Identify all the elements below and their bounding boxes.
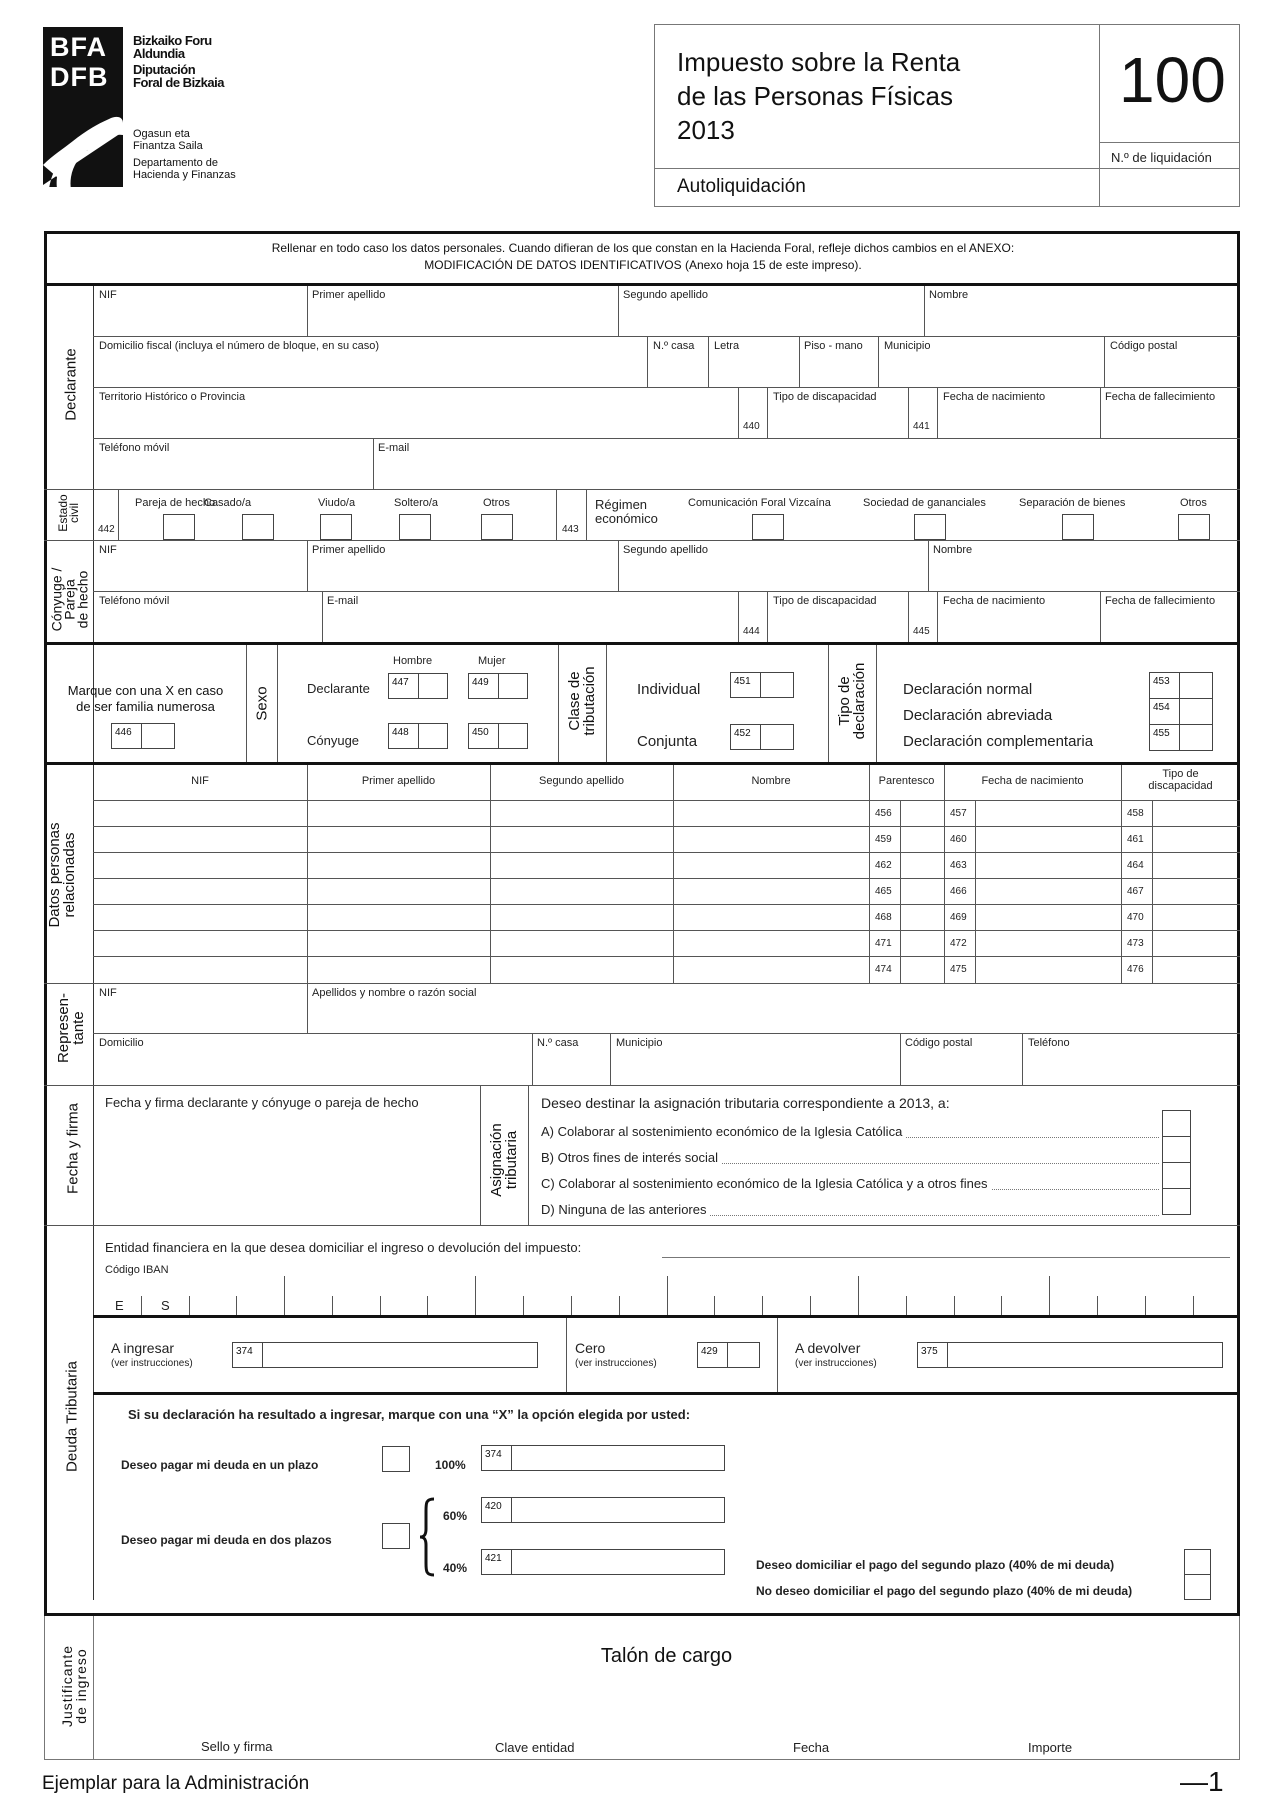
estado-pareja-checkbox[interactable] [163, 514, 195, 540]
iban-country-s: S [161, 1298, 170, 1313]
conyuge-email-label: E-mail [327, 595, 359, 607]
iban-field[interactable] [93, 1276, 1240, 1316]
table-row[interactable]: 456 457 458 [875, 808, 1144, 819]
subtitle: Autoliquidación [677, 176, 806, 197]
declarante-ncasa-label: N.º casa [653, 340, 695, 352]
declarante-piso-field[interactable] [801, 354, 877, 386]
declarante-letra-label: Letra [714, 340, 740, 352]
regimen-otros-label: Otros [1180, 497, 1207, 509]
estado-soltero-label: Soltero/a [394, 497, 439, 509]
conyuge-primer-apellido-field[interactable] [309, 558, 617, 590]
pct-60-label: 60% [443, 1509, 468, 1523]
cero-instr: (ver instrucciones) [575, 1358, 657, 1369]
regimen-otros-checkbox[interactable] [1178, 514, 1210, 540]
asignacion-option-c: C) Colaborar al sostenimiento económico de la Iglesia Católica y a otros fines [541, 1176, 992, 1191]
representante-apellidos-label: Apellidos y nombre o razón social [312, 987, 477, 999]
regimen-label: Régimen económico [595, 497, 658, 526]
declarante-piso-label: Piso - mano [804, 340, 863, 352]
representante-nif-field[interactable] [95, 1001, 306, 1032]
importe-label: Importe [1028, 1740, 1073, 1755]
asignacion-option-b: B) Otros fines de interés social [541, 1150, 722, 1165]
declarante-nombre-field[interactable] [926, 303, 1236, 335]
section-sexo: Sexo [253, 686, 271, 721]
familia-numerosa-text: Marque con una X en caso de ser familia numerosa [67, 683, 224, 714]
a-devolver-375-field[interactable]: 375 [917, 1342, 1223, 1368]
asignacion-option-d: D) Ninguna de las anteriores [541, 1202, 710, 1217]
estado-viudo-label: Viudo/a [318, 497, 356, 509]
code-446: 446 [112, 724, 142, 748]
representante-municipio-field[interactable] [612, 1051, 899, 1084]
declarante-primer-apellido-field[interactable] [309, 303, 617, 335]
firma-signature-area[interactable] [95, 1115, 478, 1223]
estado-otros-label: Otros [483, 497, 510, 509]
declarante-domicilio-field[interactable] [95, 354, 645, 386]
logo-name-es: Diputación Foral de Bizkaia [133, 62, 224, 90]
representante-municipio-label: Municipio [616, 1037, 663, 1049]
a-devolver-instr: (ver instrucciones) [795, 1358, 877, 1369]
declarante-cp-field[interactable] [1106, 354, 1236, 386]
conyuge-fecha-nac-label: Fecha de nacimiento [943, 595, 1046, 607]
talon-title: Talón de cargo [600, 1645, 733, 1667]
mujer-label: Mujer [478, 655, 506, 667]
declarante-letra-field[interactable] [710, 354, 798, 386]
personas-col-primer-apellido: Primer apellido [361, 775, 436, 787]
declarante-cp-label: Código postal [1110, 340, 1178, 352]
un-plazo-374-field[interactable]: 374 [481, 1445, 725, 1471]
conyuge-fecha-fall-field[interactable] [1102, 609, 1236, 641]
familia-numerosa-446-box[interactable] [111, 723, 175, 749]
regimen-comunicacion-checkbox[interactable] [752, 514, 784, 540]
declarante-territorio-field[interactable] [95, 405, 737, 437]
representante-telefono-field[interactable] [1024, 1051, 1236, 1084]
un-plazo-checkbox[interactable] [382, 1446, 410, 1472]
a-devolver-label: A devolver [795, 1340, 861, 1356]
table-row[interactable]: 465 466 467 [875, 886, 1144, 897]
regimen-comunicacion-label: Comunicación Foral Vizcaína [688, 497, 831, 509]
representante-ncasa-label: N.º casa [537, 1037, 579, 1049]
liquidacion-label: N.º de liquidación [1111, 150, 1212, 165]
regimen-separacion-label: Separación de bienes [1019, 497, 1126, 509]
form-header [654, 24, 1240, 207]
decl-complementaria-455[interactable]: 455 [1149, 724, 1213, 751]
no-domiciliar-label: No deseo domiciliar el pago del segundo plazo (40% de mi deuda) [756, 1584, 1133, 1598]
declarante-municipio-field[interactable] [880, 354, 1103, 386]
logo-dept-es: Departamento de Hacienda y Finanzas [133, 157, 236, 181]
un-plazo-label: Deseo pagar mi deuda en un plazo [121, 1458, 319, 1472]
a-ingresar-374-field[interactable]: 374 [232, 1342, 538, 1368]
declarante-email-field[interactable] [375, 456, 1236, 488]
regimen-separacion-checkbox[interactable] [1062, 514, 1094, 540]
asignacion-b-checkbox[interactable] [1162, 1136, 1191, 1163]
fecha-label: Fecha [793, 1740, 830, 1755]
conyuge-primer-apellido-label: Primer apellido [312, 544, 386, 556]
sexo-declarante-label: Declarante [307, 681, 370, 696]
liquidacion-number-field[interactable] [1101, 170, 1238, 205]
conyuge-segundo-apellido-label: Segundo apellido [623, 544, 709, 556]
personas-col-segundo-apellido: Segundo apellido [538, 775, 625, 787]
table-row[interactable]: 459 460 461 [875, 834, 1144, 845]
section-representante: Represen- tante [55, 992, 87, 1064]
sexo-declarante-hombre-447[interactable]: 447 [388, 673, 448, 699]
page-number: —1 [1180, 1766, 1224, 1797]
declarante-telefono-field[interactable] [95, 456, 372, 488]
code-440: 440 [743, 421, 760, 432]
section-justificante: Justificante de ingreso [59, 1644, 89, 1728]
code-441: 441 [913, 421, 930, 432]
dos-plazos-label: Deseo pagar mi deuda en dos plazos [121, 1533, 332, 1547]
declarante-fecha-nac-field[interactable] [939, 405, 1099, 437]
estado-otros-checkbox[interactable] [481, 514, 513, 540]
conyuge-email-field[interactable] [324, 609, 737, 641]
domiciliar-checkbox[interactable] [1184, 1549, 1211, 1575]
logo-name-eu: Bizkaiko Foru Aldundia [133, 33, 212, 61]
domiciliar-label: Deseo domiciliar el pago del segundo plazo (40% de mi deuda) [756, 1558, 1115, 1572]
table-row[interactable]: 474 475 476 [875, 964, 1144, 975]
declarante-primer-apellido-label: Primer apellido [312, 289, 386, 301]
pct-40-label: 40% [443, 1561, 468, 1575]
regimen-gananciales-label: Sociedad de gananciales [863, 497, 986, 509]
cero-429-field[interactable]: 429 [697, 1342, 760, 1368]
model-number: 100 [1119, 44, 1226, 116]
sexo-declarante-mujer-449[interactable]: 449 [468, 673, 528, 699]
declarante-domicilio-label: Domicilio fiscal (incluya el número de bloque, en su caso) [99, 340, 380, 352]
asignacion-title: Deseo destinar la asignación tributaria correspondiente a 2013, a: [541, 1095, 950, 1111]
asignacion-d-checkbox[interactable] [1162, 1188, 1191, 1215]
plazo-40-421-field[interactable]: 421 [481, 1549, 725, 1575]
asignacion-option-a: A) Colaborar al sostenimiento económico de la Iglesia Católica [541, 1124, 906, 1139]
notice-text: Rellenar en todo caso los datos personales. Cuando difieran de los que constan en la Hacienda Foral, refleje dichos cambios en el ANEXO: MODIFICACIÓN DE DATOS IDENTIFICATIVOS (Anexo hoja 15 de este impreso). [271, 241, 1015, 272]
section-fecha-firma: Fecha y firma [64, 1103, 82, 1194]
declarante-segundo-apellido-field[interactable] [620, 303, 923, 335]
personas-col-fecha-nac: Fecha de nacimiento [981, 775, 1084, 787]
declarante-nif-field[interactable] [95, 303, 306, 335]
sexo-conyuge-mujer-450[interactable]: 450 [468, 723, 528, 749]
representante-domicilio-field[interactable] [95, 1051, 531, 1084]
estado-pareja-label: Pareja de hecho [135, 497, 216, 509]
representante-ncasa-field[interactable] [534, 1051, 609, 1084]
declarante-nif-label: NIF [99, 289, 117, 301]
code-444: 444 [743, 626, 760, 637]
declarante-telefono-label: Teléfono móvil [99, 442, 170, 454]
decl-abreviada-label: Declaración abreviada [903, 707, 1053, 724]
declarante-fecha-fall-field[interactable] [1102, 405, 1236, 437]
entidad-label: Entidad financiera en la que desea domiciliar el ingreso o devolución del impuesto: [105, 1240, 582, 1255]
asignacion-c-checkbox[interactable] [1162, 1162, 1191, 1189]
personas-col-nombre: Nombre [751, 775, 791, 787]
iban-label: Código IBAN [105, 1264, 169, 1276]
conyuge-segundo-apellido-field[interactable] [620, 558, 927, 590]
sexo-conyuge-label: Cónyuge [307, 733, 360, 748]
code-443: 443 [562, 524, 579, 535]
estado-casado-checkbox[interactable] [242, 514, 274, 540]
declarante-municipio-label: Municipio [884, 340, 931, 352]
decl-abreviada-454[interactable]: 454 [1149, 698, 1213, 725]
iban-country-e: E [115, 1298, 124, 1313]
personas-col-parentesco: Parentesco [878, 775, 935, 787]
form-title: Impuesto sobre la Renta de las Personas Físicas 2013 [677, 47, 961, 145]
declarante-discapacidad-field[interactable] [769, 405, 907, 437]
section-clase-tributacion: Clase de tributación [566, 666, 598, 736]
personas-col-nif: NIF [191, 775, 209, 787]
section-personas-relacionadas: Datos personas relacionadas [46, 822, 78, 928]
table-row[interactable]: 468 469 470 [875, 912, 1144, 923]
representante-domicilio-label: Domicilio [99, 1037, 144, 1049]
section-tipo-declaracion: Tipo de declaración [836, 662, 868, 740]
section-conyuge: Cónyuge / Pareja de hecho [48, 567, 91, 632]
oak-leaf-icon [43, 105, 123, 215]
no-domiciliar-checkbox[interactable] [1184, 1574, 1211, 1600]
sello-label: Sello y firma [201, 1739, 273, 1754]
estado-viudo-checkbox[interactable] [320, 514, 352, 540]
declarante-ncasa-field[interactable] [649, 354, 707, 386]
conyuge-nif-label: NIF [99, 544, 117, 556]
regimen-gananciales-checkbox[interactable] [914, 514, 946, 540]
section-estado-civil: Estado civil [56, 494, 81, 532]
decl-complementaria-label: Declaración complementaria [903, 733, 1094, 750]
logo-mark [43, 27, 123, 187]
conyuge-fecha-fall-label: Fecha de fallecimiento [1105, 595, 1216, 607]
cero-label: Cero [575, 1340, 606, 1356]
firma-label: Fecha y firma declarante y cónyuge o pareja de hecho [105, 1095, 419, 1110]
clase-conjunta-label: Conjunta [637, 733, 698, 750]
clase-individual-label: Individual [637, 681, 701, 698]
section-deuda-tributaria: Deuda Tributaria [63, 1361, 81, 1472]
declarante-fecha-nac-label: Fecha de nacimiento [943, 391, 1046, 403]
conyuge-nif-field[interactable] [95, 558, 306, 590]
representante-apellidos-field[interactable] [309, 1001, 1236, 1032]
declarante-fecha-fall-label: Fecha de fallecimiento [1105, 391, 1216, 403]
decl-normal-label: Declaración normal [903, 681, 1033, 698]
declarante-email-label: E-mail [378, 442, 410, 454]
conyuge-fecha-nac-field[interactable] [939, 609, 1099, 641]
logo-letters-bottom: DFB [50, 62, 109, 92]
brace-icon [418, 1497, 438, 1577]
conyuge-nombre-field[interactable] [930, 558, 1236, 590]
conyuge-discapacidad-label: Tipo de discapacidad [773, 595, 877, 607]
conyuge-telefono-field[interactable] [95, 609, 321, 641]
declarante-nombre-label: Nombre [929, 289, 969, 301]
conyuge-telefono-label: Teléfono móvil [99, 595, 170, 607]
declarante-segundo-apellido-label: Segundo apellido [623, 289, 709, 301]
code-442: 442 [98, 524, 115, 535]
logo-letters-top: BFA [50, 32, 107, 62]
decl-normal-453[interactable]: 453 [1149, 672, 1213, 699]
a-ingresar-instr: (ver instrucciones) [111, 1358, 193, 1369]
representante-cp-field[interactable] [902, 1051, 1021, 1084]
section-declarante: Declarante [62, 348, 80, 421]
opcion-pago-title: Si su declaración ha resultado a ingresar, marque con una “X” la opción elegida por usted: [128, 1407, 691, 1422]
code-445: 445 [913, 626, 930, 637]
section-asignacion: Asignación tributaria [488, 1123, 520, 1197]
clase-individual-451[interactable]: 451 [730, 672, 794, 698]
dos-plazos-checkbox[interactable] [382, 1523, 410, 1549]
representante-telefono-label: Teléfono [1028, 1037, 1070, 1049]
representante-cp-label: Código postal [905, 1037, 973, 1049]
table-row[interactable]: 471 472 473 [875, 938, 1144, 949]
table-row[interactable]: 462 463 464 [875, 860, 1144, 871]
sexo-conyuge-hombre-448[interactable]: 448 [388, 723, 448, 749]
clave-label: Clave entidad [495, 1740, 575, 1755]
logo-dept-eu: Ogasun eta Finantza Saila [133, 128, 203, 152]
declarante-territorio-label: Territorio Histórico o Provincia [99, 391, 246, 403]
pct-100-label: 100% [435, 1458, 466, 1472]
conyuge-discapacidad-field[interactable] [769, 609, 907, 641]
footer-ejemplar: Ejemplar para la Administración [42, 1773, 310, 1794]
representante-nif-label: NIF [99, 987, 117, 999]
clase-conjunta-452[interactable]: 452 [730, 724, 794, 750]
a-ingresar-label: A ingresar [111, 1340, 175, 1356]
estado-casado-label: Casado/a [204, 497, 252, 509]
personas-col-discapacidad: Tipo de discapacidad [1148, 768, 1213, 792]
conyuge-nombre-label: Nombre [933, 544, 973, 556]
asignacion-a-checkbox[interactable] [1162, 1110, 1191, 1137]
declarante-discapacidad-label: Tipo de discapacidad [773, 391, 877, 403]
plazo-60-420-field[interactable]: 420 [481, 1497, 725, 1523]
estado-soltero-checkbox[interactable] [399, 514, 431, 540]
hombre-label: Hombre [393, 655, 433, 667]
